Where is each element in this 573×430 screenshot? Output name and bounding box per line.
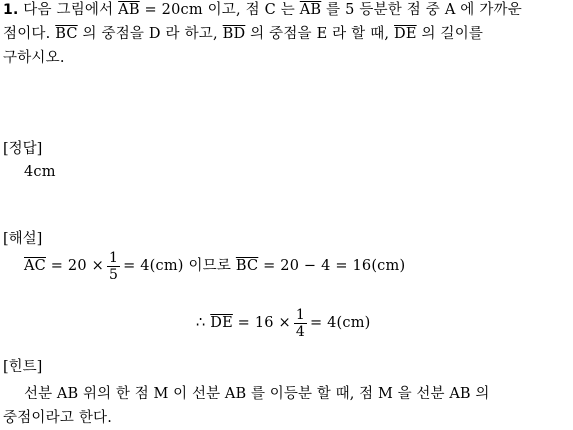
segment-de: $\overline{DE}$	[394, 26, 417, 42]
fraction-numerator: 1	[108, 249, 119, 266]
hint-line-2: 중점이라고 한다.	[3, 410, 113, 426]
segment-bd: $\overline{BD}$	[222, 26, 246, 42]
segment-ab: $\overline{AB}$	[299, 2, 322, 18]
answer-label: [정답]	[3, 141, 43, 157]
explanation-label: [해설]	[3, 231, 43, 247]
fraction-denominator: 5	[108, 266, 119, 283]
problem-line-1	[3, 0, 522, 20]
equation-text: = 20 − 4 = 16(cm)	[258, 258, 406, 274]
problem-text: 의 중점을 D 라 하고,	[77, 26, 223, 42]
problem-text: 점이다.	[3, 26, 56, 42]
explanation-equation-2	[196, 303, 371, 343]
problem-text: 의 중점을 E 라 할 때,	[245, 26, 395, 42]
fraction-numerator: 1	[295, 306, 305, 323]
fraction-one-quarter	[294, 307, 307, 340]
problem-text: = 20cm 이고, 점 C 는	[139, 2, 300, 18]
segment-ab: $\overline{AB}$	[118, 2, 140, 18]
hint-line-1: 선분 AB 위의 한 점 M 이 선분 AB 를 이등분 할 때, 점 M 을 선분 AB 의	[24, 386, 490, 402]
problem-text: 다음 그림에서	[23, 2, 119, 18]
problem-number: 1.	[3, 2, 19, 18]
problem-text: 를 5 등분한 점 중 A 에 가까운	[321, 2, 522, 18]
problem-line-3	[3, 48, 65, 68]
fraction-denominator: 4	[295, 323, 305, 340]
problem-line-2	[3, 24, 483, 44]
hint-label: [힌트]	[3, 359, 43, 375]
segment-de: $\overline{DE}$	[210, 315, 233, 331]
explanation-equation-1	[24, 246, 405, 286]
fraction-one-fifth	[107, 250, 120, 283]
segment-ac: $\overline{AC}$	[24, 258, 46, 274]
equation-text: = 4(cm) 이므로	[123, 258, 236, 274]
segment-bc: $\overline{BC}$	[235, 258, 259, 274]
problem-text: 구하시오.	[3, 50, 65, 66]
equation-text: = 16 ×	[232, 315, 291, 331]
equation-text: = 20 ×	[45, 258, 104, 274]
problem-text: 의 길이를	[416, 26, 484, 42]
therefore-symbol: ∴	[196, 315, 211, 331]
answer-value: 4cm	[24, 164, 56, 180]
equation-text: = 4(cm)	[309, 315, 371, 331]
segment-bc: $\overline{BC}$	[55, 26, 78, 42]
